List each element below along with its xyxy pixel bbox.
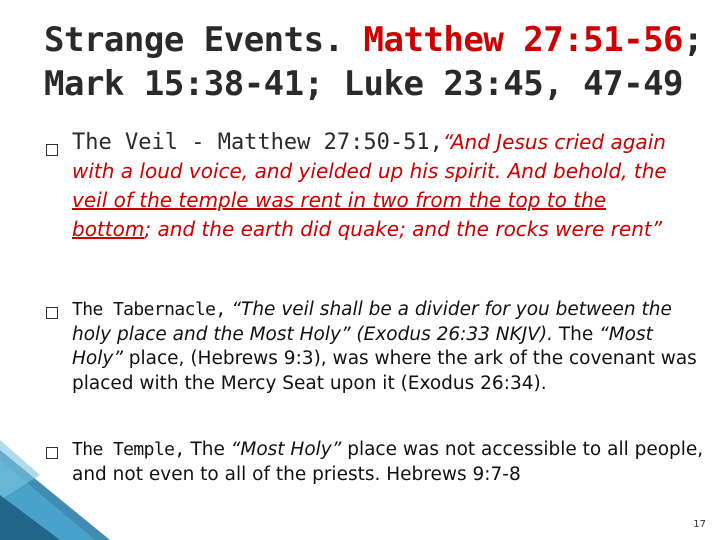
title-prefix: Strange Events.	[44, 20, 364, 60]
main-bullet-heading: The Veil - Matthew 27:50-51,	[72, 130, 443, 155]
corner-decoration	[0, 440, 110, 540]
temple-text-2: place was not accessible to all people, and not even to all of the priests. Hebrews 9:7-8	[72, 439, 704, 485]
temple-text-1: The	[184, 439, 231, 460]
tabernacle-heading: The Tabernacle,	[72, 299, 226, 320]
tabernacle-text-1: The	[552, 323, 600, 345]
page-number: 17	[693, 519, 706, 530]
title-highlight: Matthew 27:51-56	[363, 20, 684, 60]
slide-title	[44, 18, 704, 106]
tabernacle-text-2: place, (Hebrews 9:3), was where the ark of the covenant was placed with the Mercy Seat upon it (Exodus 26:34).	[72, 348, 697, 394]
sub-bullet-temple	[46, 438, 706, 487]
main-bullet	[46, 128, 676, 244]
quote-part-1: “And Jesus cried again with a loud voice, and yielded up his spirit. And behold, the	[72, 130, 667, 183]
title-references: ; Mark 15:38-41; Luke 23:45, 47-49	[44, 20, 704, 104]
temple-most-holy: “Most Holy”	[230, 439, 342, 460]
tabernacle-most-holy: “Most Holy”	[72, 323, 653, 369]
temple-heading: The Temple,	[72, 439, 185, 460]
quote-underlined: veil of the temple was rent in two from the top to the bottom	[72, 188, 607, 241]
bullet-box-icon	[46, 137, 64, 166]
quote-part-2: ; and the earth did quake; and the rocks were rent”	[144, 217, 663, 241]
tabernacle-quote: “The veil shall be a divider for you between the holy place and the Most Holy” (Exodus 26:33 NKJV).	[72, 299, 672, 345]
bullet-box-icon	[46, 304, 64, 329]
sub-bullet-tabernacle	[46, 298, 706, 396]
